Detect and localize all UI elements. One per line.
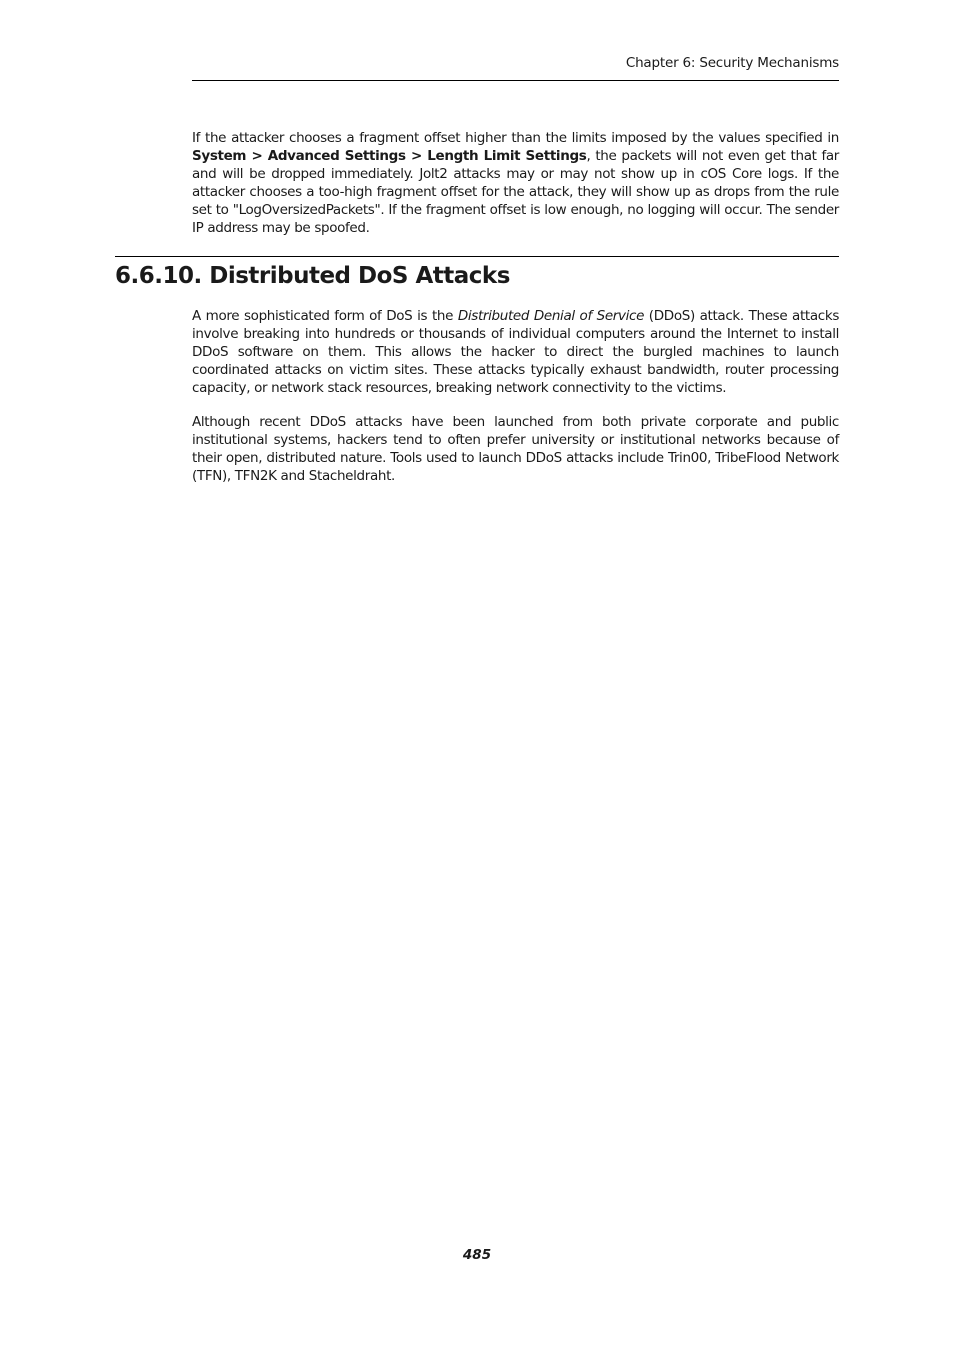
section-divider (115, 256, 839, 257)
page-number: 485 (462, 1247, 492, 1263)
menu-path: System > Advanced Settings > Length Limit Settings (192, 148, 587, 164)
paragraph-text: , the packets will not even get that far and will be dropped immediately. Jolt2 attacks may or may not show up in cOS Core logs. If the attacker chooses a too-high fragment offset for the attack, they will show up as drops from the rule set to "LogOversizedPackets". If the fragment offset is low enough, no logging will occur. The sender IP address may be spoofed. (192, 148, 839, 236)
chapter-title: Chapter 6: Security Mechanisms (625, 55, 839, 71)
paragraph-text: If the attacker chooses a fragment offset higher than the limits imposed by the values specified in (192, 130, 839, 146)
paragraph-text: (DDoS) attack. These attacks involve breaking into hundreds or thousands of individual computers around the Internet to install DDoS software on them. This allows the hacker to direct the burgled machines to launch coordinated attacks on victim sites. These attacks typically exhaust bandwidth, router processing capacity, or network stack resources, breaking network connectivity to the victims. (192, 308, 840, 396)
term-emphasis: Distributed Denial of Service (457, 308, 645, 324)
paragraph-text: A more sophisticated form of DoS is the (192, 308, 458, 324)
paragraph-ddos-intro (192, 307, 839, 397)
running-header (192, 55, 839, 81)
paragraph-fragment-offset (192, 129, 839, 237)
paragraph-ddos-tools: Although recent DDoS attacks have been launched from both private corporate and public institutional systems, hackers tend to often prefer university or institutional networks because of their open, distributed nature. Tools used to launch DDoS attacks include Trin00, TribeFlood Network (TFN), TFN2K and Stacheldraht. (192, 414, 839, 484)
section-heading: 6.6.10. Distributed DoS Attacks (115, 263, 510, 289)
